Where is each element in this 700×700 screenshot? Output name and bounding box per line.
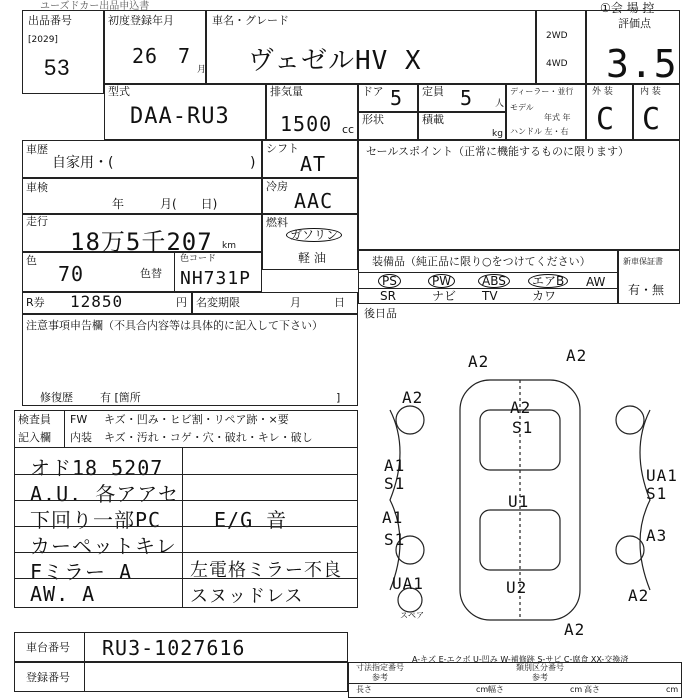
hei-label: 高さ <box>584 685 600 694</box>
color-value: 70 <box>58 262 85 286</box>
ac-label: 冷房 <box>266 180 288 193</box>
cap-unit: 人 <box>495 99 505 109</box>
mark-ua1-3: UA1 <box>392 574 424 593</box>
mark-a2-4: A2 <box>510 398 532 417</box>
note-6: AW. A <box>30 582 96 606</box>
note-1: オド18 5207 <box>30 456 164 480</box>
inspector-label1: 検査員 <box>18 413 51 426</box>
mark-s1-2: S1 <box>384 474 406 493</box>
eq-sr: SR <box>380 289 396 303</box>
size-sep <box>348 683 682 684</box>
door-label: ドア <box>362 85 384 98</box>
model-value: ヴェゼルHV X <box>248 46 422 76</box>
note-2: A.U. 各アアセ <box>30 482 180 506</box>
mileage-unit: km <box>222 241 236 251</box>
class-ref-label: 参考 <box>532 673 548 682</box>
mark-a2-6: A2 <box>564 620 586 639</box>
owner-md: 月 日 <box>290 296 345 309</box>
notes-box <box>14 448 358 608</box>
inspector-int-label: 内装 <box>70 431 92 444</box>
eq-sep1 <box>358 272 618 273</box>
mark-u2: U2 <box>506 578 528 597</box>
color-code-value: NH731P <box>180 268 252 289</box>
dealer-label: ディーラー・並行 <box>510 87 574 96</box>
venue-label: ①会 場 控 <box>600 1 655 15</box>
fuel-label: 燃料 <box>266 216 288 229</box>
fuel-diesel: 軽 油 <box>298 251 326 265</box>
reg-no-divider <box>84 662 85 692</box>
ac-value: AAC <box>294 189 334 213</box>
recycle-value: 12850 <box>70 292 124 311</box>
use-value: 自家用・( <box>52 155 114 171</box>
mark-s1-3: S1 <box>384 530 406 549</box>
inspector-label2: 記入欄 <box>18 431 51 444</box>
drive-4wd: 4WD <box>546 59 568 69</box>
inspect-ymd: 年 月( 日) <box>112 197 218 211</box>
score-value: 3.5 <box>606 42 678 86</box>
eq-pw: PW <box>428 274 455 288</box>
mark-s1-1: S1 <box>512 418 534 437</box>
load-unit: kg <box>492 129 503 139</box>
note-3: 下回り一部PC <box>30 508 162 532</box>
equipment-label: 装備品（純正品に限り○をつけてください） <box>372 255 591 268</box>
lot-label: 出品番号 <box>28 14 72 27</box>
wid-cm: cm <box>570 685 583 694</box>
wheel-front-right <box>616 406 644 434</box>
drive-2wd: 2WD <box>546 31 568 41</box>
score-label: 評価点 <box>618 17 651 30</box>
reg-month: 7 <box>178 44 192 68</box>
shape-label: 形状 <box>362 113 384 126</box>
new-warranty-label: 新車保証書 <box>623 257 663 266</box>
door-value: 5 <box>390 86 404 110</box>
len-label: 長さ <box>356 685 372 694</box>
inspect-label: 車検 <box>26 181 48 194</box>
disp-label: 排気量 <box>270 85 303 98</box>
after-label: 後日品 <box>364 307 397 320</box>
size-ref-label: 参考 <box>372 673 388 682</box>
eq-aw: AW <box>586 275 606 289</box>
mileage-label: 走行 <box>26 215 48 228</box>
notes-label: 注意事項申告欄（不具合内容等は具体的に記入して下さい） <box>26 319 323 332</box>
model-year-suffix: 年式 年 <box>544 113 571 122</box>
mark-a2-1: A2 <box>468 352 490 371</box>
warranty-value: 有・無 <box>628 283 665 297</box>
len-cm: cm <box>476 685 489 694</box>
recycle-unit: 円 <box>176 296 187 309</box>
note-right-3: スヌッドレス <box>190 586 304 607</box>
load-label: 積載 <box>422 113 444 126</box>
repair-label: 修復歴 <box>40 391 73 404</box>
eq-ps: PS <box>378 274 401 288</box>
color-name-label: 色替 <box>140 267 162 280</box>
handle-label: ハンドル 左・右 <box>510 127 569 136</box>
mark-ua1-2: UA1 <box>646 466 678 485</box>
diagram-legend: A-キズ E-エクボ U-凹み W-補修跡 S-サビ C-腐食 XX-交換済 <box>412 655 629 664</box>
class-label: 類別区分番号 <box>516 663 564 672</box>
mark-a3: A3 <box>646 526 668 545</box>
shift-value: AT <box>300 152 327 176</box>
cap-label: 定員 <box>422 85 444 98</box>
note-5: Fミラー A <box>30 560 133 584</box>
int-value: C <box>642 102 662 137</box>
wid-label: 幅さ <box>488 685 504 694</box>
eq-airbag: エアB <box>528 274 568 288</box>
color-label: 色 <box>26 254 37 267</box>
lot-code: [2029] <box>28 35 58 45</box>
sheet-title: ユーズドカー出品申込書 <box>40 1 150 12</box>
note-right-2: 左電格ミラー不良 <box>190 560 342 581</box>
inspector-fw-label: FW <box>70 413 88 426</box>
repair-value: 有 [箇所 <box>100 391 141 404</box>
mark-a1-2: A1 <box>382 508 404 527</box>
reg-month-suffix: 月 <box>197 65 207 75</box>
sales-point-label: セールスポイント（正常に機能するものに限ります） <box>366 145 630 158</box>
hei-cm: cm <box>666 685 679 694</box>
owner-label: 名変期限 <box>196 296 240 309</box>
inspector-int-items: キズ・汚れ・コゲ・穴・破れ・キレ・破し <box>104 431 313 444</box>
mark-a1-1: A1 <box>384 456 406 475</box>
wheel-front-left <box>396 406 424 434</box>
repair-close: ] <box>336 391 341 404</box>
disp-value: 1500 <box>280 112 333 136</box>
type-value: DAA-RU3 <box>130 104 230 129</box>
mark-a2-3: A2 <box>402 388 424 407</box>
ext-label: 外 装 <box>592 87 613 97</box>
reg-label: 初度登録年月 <box>108 14 174 27</box>
use-close: ) <box>250 155 256 171</box>
eq-abs: ABS <box>478 274 510 288</box>
mark-a2-2: A2 <box>566 346 588 365</box>
chassis-divider <box>84 632 85 662</box>
lot-number: 53 <box>44 55 71 80</box>
chassis-label: 車台番号 <box>26 641 70 654</box>
note-right-1: E/G 音 <box>214 508 288 532</box>
size-label: 寸法指定番号 <box>356 663 404 672</box>
color-code-label: 色コード <box>180 254 217 264</box>
cap-value: 5 <box>460 86 474 110</box>
chassis-value: RU3-1027616 <box>102 636 246 660</box>
ext-value: C <box>596 102 616 137</box>
eq-navi: ナビ <box>432 289 457 303</box>
type-label: 型式 <box>108 85 130 98</box>
fuel-gas: ガソリン <box>286 228 342 242</box>
side-left <box>390 410 400 590</box>
mark-ua1-1: U1 <box>508 492 530 511</box>
reg-year: 26 <box>132 44 159 68</box>
shift-label: シフト <box>266 142 299 155</box>
reg-no-label: 登録番号 <box>26 671 70 684</box>
color-divider <box>174 252 175 292</box>
model-year-label: モデル <box>510 103 534 112</box>
mark-s1-4: S1 <box>646 484 668 503</box>
use-label: 車歴 <box>26 143 48 156</box>
note-4: カーペットキレ <box>30 534 177 558</box>
int-label: 内 装 <box>640 87 661 97</box>
eq-tv: TV <box>482 289 498 303</box>
recycle-label: R券 <box>26 296 45 309</box>
model-label: 車名・グレード <box>212 14 289 27</box>
drive-box <box>536 10 586 84</box>
mark-a2-5: A2 <box>628 586 650 605</box>
inspector-fw-items: キズ・凹み・ヒビ割・リペア跡・×要 <box>104 413 289 426</box>
inspector-divider <box>64 410 65 448</box>
mileage-value: 18万5千207 <box>70 228 213 256</box>
eq-leather: カワ <box>532 289 557 303</box>
disp-unit: cc <box>342 123 355 136</box>
spare-label: スペア <box>400 611 424 620</box>
